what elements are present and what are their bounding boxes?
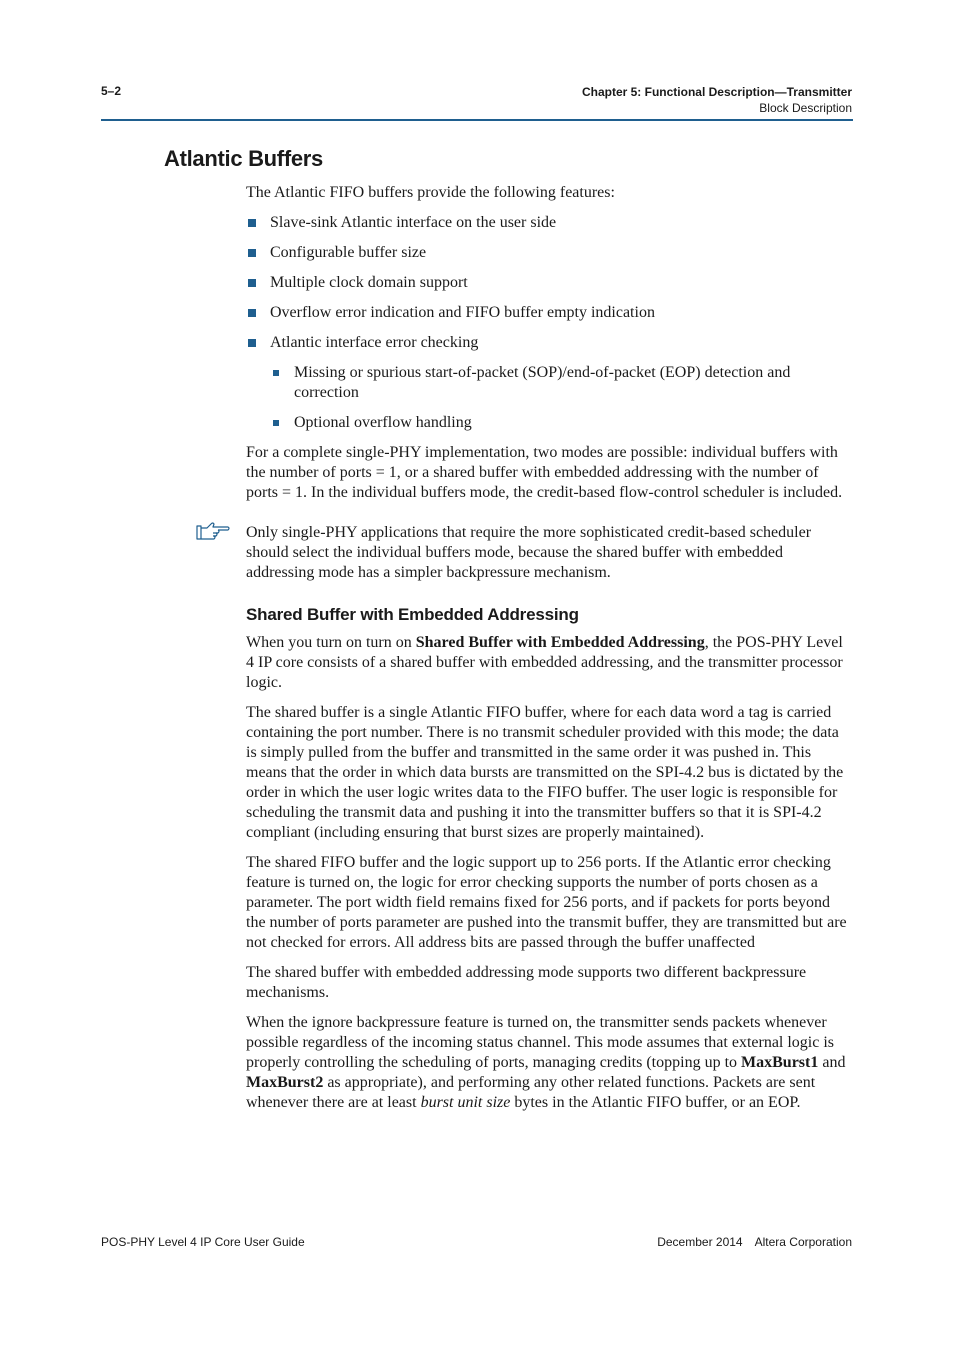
paragraph: The shared buffer is a single Atlantic FIFO buffer, where for each data word a tag is carried containing the port number. There is no transmit scheduler provided with this mode; the data is simply pulled from the buffer and transmitted in the same order it was pushed in. This means that the order in which data bursts are transmitted on the SPI-4.2 bus is dictated by the order in which the user logic writes data to the FIFO buffer. The user logic is responsible for scheduling the transmit data and pushing it into the transmitter buffers so that it is SPI-4.2 compliant (including ensuring that burst sizes are properly maintained). — [246, 704, 844, 841]
paragraph: The shared FIFO buffer and the logic support up to 256 ports. If the Atlantic error checking feature is turned on, the logic for error checking supports the number of ports chosen as a parameter. The port width field remains fixed for 256 ports, and if packets for ports beyond the number of ports parameter are pushed into the transmit buffer, they are transmitted but are not checked for errors. All address bits are passed through the buffer unaffected — [246, 854, 847, 951]
square-bullet-icon — [248, 279, 256, 287]
paragraph: The shared buffer with embedded addressing mode supports two different backpressure mechanisms. — [246, 964, 807, 1001]
chapter-title: Chapter 5: Functional Description—Transmitter — [581, 85, 852, 99]
subsection-heading: Shared Buffer with Embedded Addressing — [246, 605, 579, 624]
paragraph: When the ignore backpressure feature is turned on, the transmitter sends packets whenever possible regardless of the incoming status channel. This mode assumes that external logic is properly controlling the scheduling of ports, managing credits (topping up to MaxBurst1 and MaxBurst2 as appropriate), and performing any other related functions. Packets are sent whenever there are at least burst unit size bytes in the Atlantic FIFO buffer, or an EOP. — [246, 1014, 846, 1111]
modes-paragraph: For a complete single-PHY implementation, two modes are possible: individual buffers with the number of ports = 1, or a shared buffer with embedded addressing with the number of ports = 1. In the individual buffers mode, the credit-based flow-control scheduler is included. — [246, 444, 843, 501]
pointing-hand-icon — [196, 521, 230, 547]
running-header — [582, 84, 852, 116]
feature-item: Slave-sink Atlantic interface on the user side — [246, 213, 852, 233]
sub-feature-item: Optional overflow handling — [270, 413, 852, 433]
sub-feature-item: Missing or spurious start-of-packet (SOP)/end-of-packet (EOP) detection and correction — [270, 363, 852, 403]
square-bullet-icon — [273, 370, 279, 376]
page-number: 5–2 — [101, 84, 122, 98]
feature-item: Overflow error indication and FIFO buffer empty indication — [246, 303, 852, 323]
square-bullet-icon — [248, 219, 256, 227]
paragraph: When you turn on turn on Shared Buffer with Embedded Addressing, the POS-PHY Level 4 IP core consists of a shared buffer with embedded addressing, and the transmitter processor logic. — [246, 634, 843, 691]
section-heading: Atlantic Buffers — [164, 146, 323, 171]
feature-item: Multiple clock domain support — [246, 273, 852, 293]
header-rule — [101, 119, 853, 121]
note-text: Only single-PHY applications that require the more sophisticated credit-based scheduler should select the individual buffers mode, because the shared buffer with embedded addressing mode has a simpler backpressure mechanism. — [246, 524, 812, 581]
footer-date: December 2014 — [657, 1235, 743, 1249]
footer-guide-title: POS-PHY Level 4 IP Core User Guide — [101, 1235, 305, 1249]
square-bullet-icon — [273, 420, 279, 426]
intro-paragraph: The Atlantic FIFO buffers provide the following features: — [246, 184, 615, 201]
square-bullet-icon — [248, 339, 256, 347]
note-block — [246, 523, 852, 583]
feature-item: Configurable buffer size — [246, 243, 852, 263]
section-title: Block Description — [759, 101, 852, 115]
footer-company: Altera Corporation — [754, 1235, 852, 1249]
feature-item: Atlantic interface error checking — [246, 333, 852, 353]
footer-right — [657, 1235, 852, 1249]
main-content — [246, 183, 852, 1123]
square-bullet-icon — [248, 249, 256, 257]
square-bullet-icon — [248, 309, 256, 317]
